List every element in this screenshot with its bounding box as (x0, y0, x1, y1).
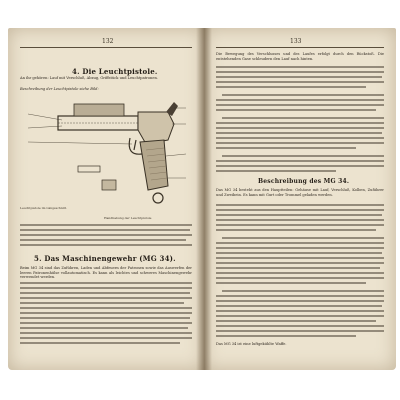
page-number-right: 133 (290, 38, 302, 45)
text-line (222, 155, 384, 157)
text-line (216, 142, 384, 144)
text-line (222, 237, 384, 239)
closing-text: Das MG 34 ist eine luftgekühlte Waffe. (216, 342, 287, 346)
text-line (20, 244, 192, 246)
text-line (216, 315, 384, 317)
text-line (216, 295, 384, 297)
text-line (216, 229, 376, 231)
text-line (20, 302, 184, 304)
text-line (216, 300, 384, 302)
text-line (216, 219, 384, 221)
figure-caption: Beschreibung der Leuchtpistole siehe Bild: (20, 87, 99, 91)
text-line (216, 132, 382, 134)
page-number-left: 132 (102, 38, 114, 45)
text-line (216, 242, 384, 244)
section-heading-beschreibung: Beschreibung des MG 34. (258, 178, 350, 185)
text-line (216, 160, 384, 162)
text-line (216, 305, 382, 307)
text-line (216, 320, 376, 322)
section-heading-leuchtpistole: 4. Die Leuchtpistole. (72, 67, 158, 76)
text-line (20, 239, 186, 241)
open-book (8, 28, 396, 370)
text-line (216, 71, 384, 73)
text-line (216, 247, 384, 249)
intro-text: An ihr gehören: Lauf mit Verschluß, Abzug, Griffstück und Leuchtpatronen. (20, 76, 158, 80)
text-line (20, 224, 192, 226)
text-line (20, 332, 192, 334)
text-line (20, 342, 180, 344)
text-line (222, 94, 384, 96)
text-line (20, 229, 190, 231)
section-text: Beim MG 34 sind das Zuführen, Laden und Abfeuern der Patronen sowie das Auswerfen der leeren Patronenhülse vollautomatisch. Es kann als leichtes und schweres Maschinengewehr verwendet werden. (20, 266, 192, 280)
text-line (216, 325, 384, 327)
left-page (8, 28, 204, 370)
text-line (216, 310, 384, 312)
text-line (20, 297, 192, 299)
book-gutter (196, 28, 212, 370)
text-line (216, 272, 384, 274)
text-line (216, 224, 384, 226)
text-line (216, 257, 384, 259)
pistol-illustration (18, 94, 194, 234)
text-line (216, 99, 384, 101)
text-line (216, 109, 376, 111)
text-line (20, 307, 192, 309)
text-line (216, 209, 384, 211)
text-line (216, 204, 384, 206)
figure-label-right: Handhabung der Leuchtpistole (104, 216, 152, 220)
text-line (216, 147, 356, 149)
text-line (20, 322, 192, 324)
text-line (216, 267, 380, 269)
text-line (216, 127, 384, 129)
header-rule (216, 47, 384, 48)
section-heading-mg34: 5. Das Maschinengewehr (MG 34). (34, 254, 176, 263)
text-line (20, 234, 192, 236)
intro-text: Die Bewegung des Verschlusses und des Laufes erfolgt durch den Rückstoß. Die entstehenden Gase schleudern den Lauf nach hinten. (216, 52, 384, 61)
text-line (216, 170, 336, 172)
text-line (222, 117, 384, 119)
text-line (20, 287, 192, 289)
text-line (216, 252, 382, 254)
text-line (20, 312, 192, 314)
text-line (216, 282, 366, 284)
text-line (20, 317, 190, 319)
text-line (216, 137, 384, 139)
text-line (216, 214, 382, 216)
text-line (216, 76, 382, 78)
figure-label-left: Leuchtpistole im Längsschnitt. (20, 206, 67, 210)
text-line (216, 66, 384, 68)
text-line (216, 165, 384, 167)
right-page (204, 28, 396, 370)
text-line (216, 330, 384, 332)
text-line (216, 122, 384, 124)
text-line (20, 327, 188, 329)
text-line (216, 81, 384, 83)
text-line (20, 337, 192, 339)
header-rule (20, 47, 192, 48)
text-line (216, 104, 384, 106)
text-line (216, 262, 384, 264)
text-line (216, 335, 356, 337)
section-text: Das MG 34 besteht aus den Hauptteilen: Gehäuse mit Lauf, Verschluß, Kolben, Zuführer und Zweibein. Es kann mit Gurt oder Trommel geladen werden. (216, 188, 384, 197)
text-line (216, 86, 366, 88)
text-line (222, 290, 384, 292)
text-line (20, 292, 190, 294)
text-line (216, 277, 384, 279)
text-line (20, 282, 192, 284)
